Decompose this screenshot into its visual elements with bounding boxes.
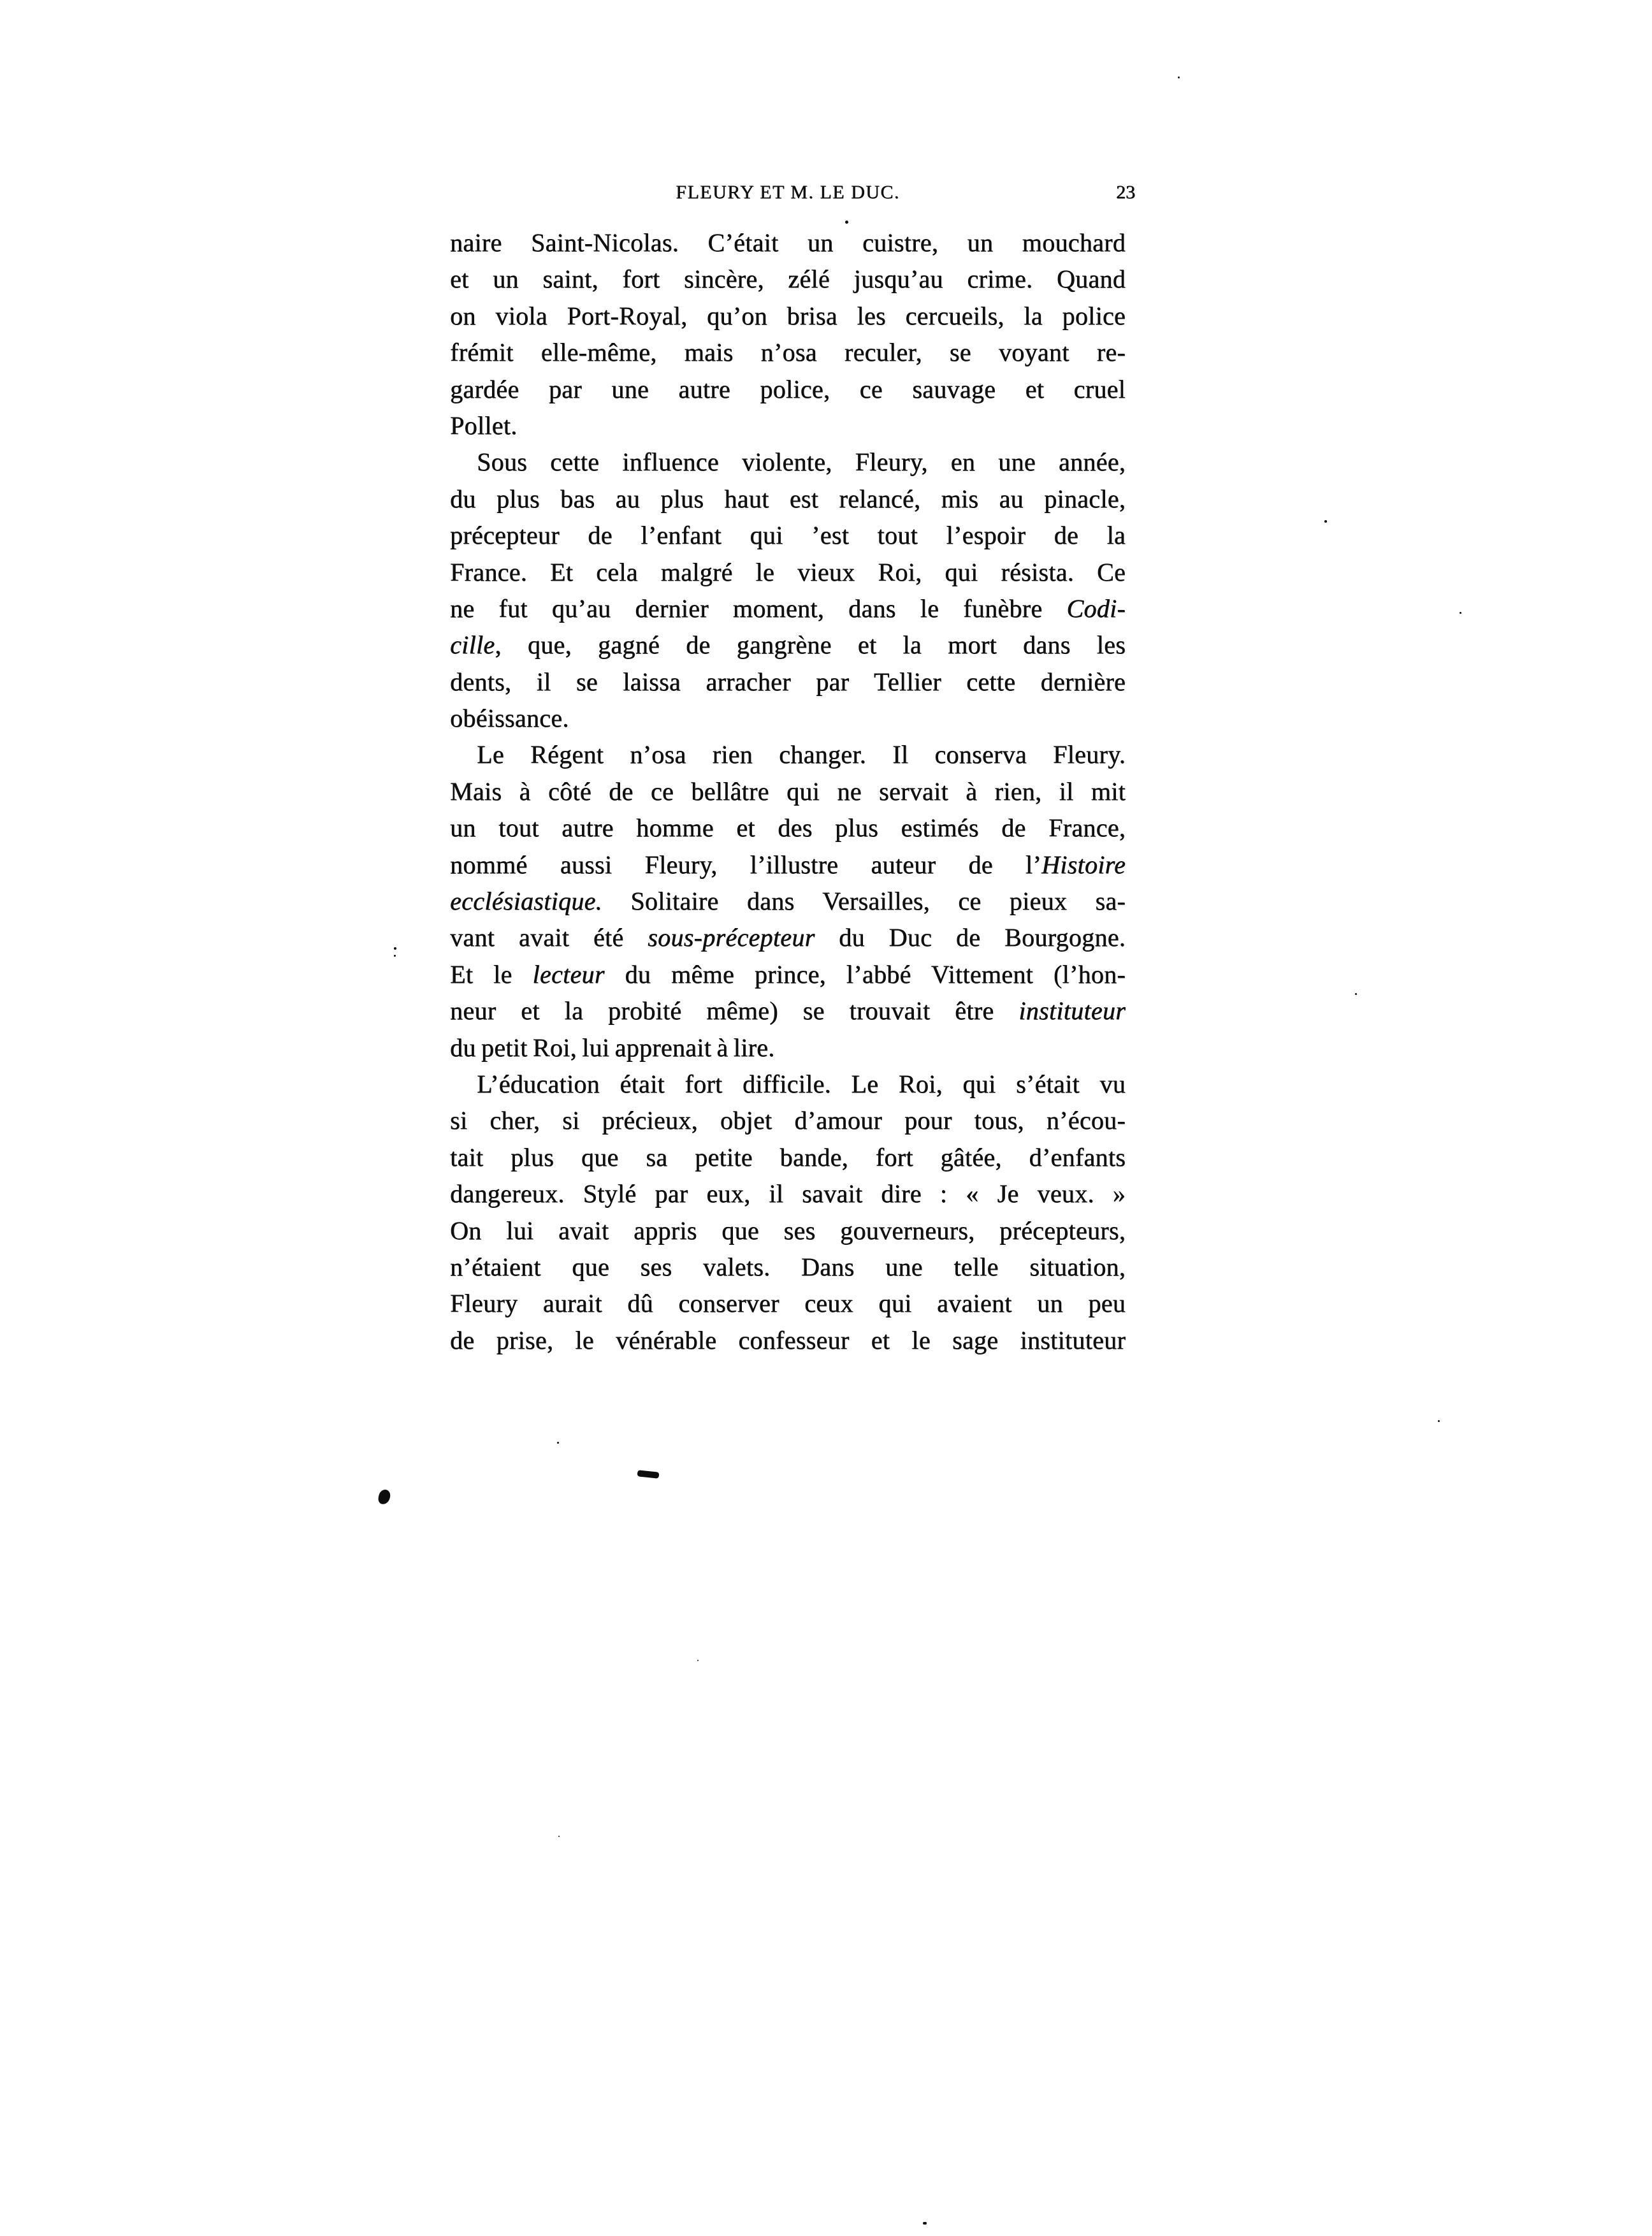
ink-dot-mark — [697, 1660, 699, 1661]
italic-text-segment: ecclésiastique. — [450, 887, 602, 916]
ink-dot-mark — [557, 1442, 559, 1444]
text-segment: du Duc de Bourgogne. — [815, 923, 1126, 952]
text-segment: ne fut qu’au dernier moment, dans le funèbre — [450, 593, 1067, 623]
text-segment: tait plus que sa petite bande, fort gâtée, d’enfants — [450, 1142, 1126, 1172]
text-segment: précepteur de l’enfant qui ’est tout l’espoir de la — [450, 521, 1126, 550]
text-line — [450, 590, 1126, 627]
text-line — [450, 773, 1126, 809]
text-segment: Et le — [450, 959, 533, 989]
text-block — [450, 224, 1126, 1358]
text-segment: Le Régent n’osa rien changer. Il conserva Fleury. — [477, 740, 1126, 769]
text-line — [450, 809, 1126, 846]
italic-text-segment: instituteur — [1018, 996, 1126, 1026]
text-segment: , que, gagné de gangrène et la mort dans les — [495, 630, 1126, 660]
text-line — [450, 444, 1126, 480]
text-segment: Fleury aurait dû conserver ceux qui avaient un peu — [450, 1289, 1126, 1318]
text-line — [450, 1285, 1126, 1321]
text-segment: On lui avait appris que ses gouverneurs, précepteurs, — [450, 1216, 1126, 1245]
text-segment: gardée par une autre police, ce sauvage et cruel — [450, 374, 1126, 403]
text-segment: Solitaire dans Versailles, ce pieux sa- — [602, 887, 1126, 916]
ink-dot-mark — [1438, 1420, 1440, 1422]
text-segment: L’éducation était fort difficile. Le Roi, qui s’était vu — [477, 1069, 1126, 1098]
text-line — [450, 1139, 1126, 1175]
text-line — [450, 334, 1126, 370]
italic-text-segment: Codi- — [1066, 593, 1126, 623]
running-header-title: FLEURY ET M. LE DUC. — [676, 182, 900, 203]
page-number: 23 — [1116, 182, 1135, 203]
text-segment: dangereux. Stylé par eux, il savait dire : « Je veux. » — [450, 1179, 1126, 1209]
text-line — [450, 919, 1126, 955]
text-segment: obéissance. — [450, 704, 569, 733]
text-line — [450, 1212, 1126, 1249]
ink-dot-mark — [1178, 76, 1180, 78]
ink-dot-mark — [394, 947, 396, 950]
ink-dash-mark — [923, 2222, 927, 2225]
text-line — [450, 1175, 1126, 1212]
text-segment: n’étaient que ses valets. Dans une telle situation, — [450, 1252, 1126, 1281]
text-line — [450, 371, 1126, 407]
text-line — [450, 700, 1126, 736]
text-segment: dents, il se laissa arracher par Tellier cette dernière — [450, 667, 1126, 696]
text-segment: France. Et cela malgré le vieux Roi, qui résista. Ce — [450, 557, 1126, 586]
text-line — [450, 481, 1126, 517]
text-line — [450, 883, 1126, 919]
text-segment: si cher, si précieux, objet d’amour pour tous, n’écou- — [450, 1106, 1126, 1135]
ink-dot-mark — [845, 221, 848, 224]
ink-dot-mark — [1460, 612, 1461, 614]
text-segment: de prise, le vénérable confesseur et le sage instituteur — [450, 1325, 1126, 1354]
ink-dot-mark — [558, 1836, 560, 1837]
text-line — [450, 1029, 1126, 1066]
text-line — [450, 846, 1126, 883]
text-line — [450, 261, 1126, 297]
text-segment: on viola Port-Royal, qu’on brisa les cercueils, la police — [450, 301, 1126, 330]
italic-text-segment: Histoire — [1041, 850, 1126, 879]
text-segment: vant avait été — [450, 923, 648, 952]
italic-text-segment: sous-précepteur — [648, 923, 815, 952]
text-segment: du même prince, l’abbé Vittement (l’hon- — [604, 959, 1126, 989]
text-segment: et un saint, fort sincère, zélé jusqu’au crime. Quand — [450, 265, 1126, 294]
text-line — [450, 554, 1126, 590]
ink-dot-mark — [1324, 520, 1327, 523]
text-segment: du plus bas au plus haut est relancé, mis au pinacle, — [450, 484, 1126, 513]
text-line — [450, 1249, 1126, 1285]
italic-text-segment: lecteur — [532, 959, 605, 989]
ink-blob-mark — [377, 1489, 391, 1505]
text-line — [450, 517, 1126, 553]
text-line — [450, 1322, 1126, 1358]
ink-dash-mark — [637, 1470, 660, 1478]
text-segment: Sous cette influence violente, Fleury, en une année, — [477, 447, 1126, 477]
text-segment: frémit elle-même, mais n’osa reculer, se voyant re- — [450, 338, 1126, 367]
text-segment: un tout autre homme et des plus estimés de France, — [450, 813, 1126, 843]
text-line — [450, 664, 1126, 700]
text-line — [450, 298, 1126, 334]
text-line — [450, 627, 1126, 663]
ink-dot-mark — [1355, 993, 1357, 995]
text-segment: du petit Roi, lui apprenait à lire. — [450, 1033, 775, 1062]
text-line — [450, 407, 1126, 444]
text-segment: naire Saint-Nicolas. C’était un cuistre, un mouchard — [450, 228, 1126, 257]
text-line — [450, 992, 1126, 1029]
text-line — [450, 956, 1126, 992]
italic-text-segment: cille — [450, 630, 495, 660]
ink-dot-mark — [394, 955, 396, 957]
text-line — [450, 1066, 1126, 1102]
text-segment: neur et la probité même) se trouvait être — [450, 996, 1019, 1026]
text-segment: nommé aussi Fleury, l’illustre auteur de l’ — [450, 850, 1041, 879]
text-line — [450, 224, 1126, 261]
text-segment: Mais à côté de ce bellâtre qui ne servait à rien, il mit — [450, 776, 1126, 806]
text-line — [450, 1102, 1126, 1138]
text-line — [450, 736, 1126, 773]
text-segment: Pollet. — [450, 410, 518, 440]
running-header — [450, 178, 1135, 207]
